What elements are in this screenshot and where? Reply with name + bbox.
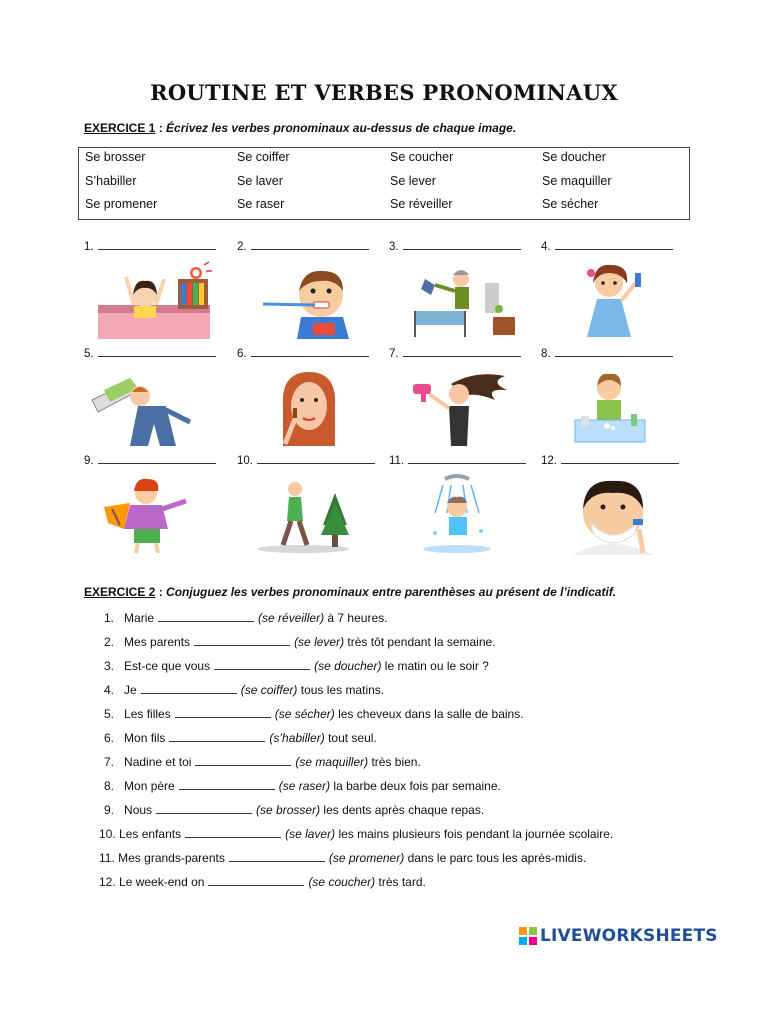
exercise1-heading <box>84 121 516 135</box>
sentence-item: 2. Mes parents (se lever) très tôt pendant la semaine. <box>104 635 496 649</box>
answer-blank[interactable] <box>195 755 291 766</box>
image-item-4 <box>541 239 693 343</box>
image-item-9 <box>84 453 236 557</box>
woman-makeup-icon <box>243 366 369 448</box>
sentence-item: 11. Mes grands-parents (se promener) dans le parc tous les après-midis. <box>99 851 587 865</box>
item-number: 3. <box>389 241 399 253</box>
answer-line[interactable] <box>555 239 673 250</box>
verb-item: Se brosser <box>85 150 146 164</box>
item-number: 4. <box>541 241 551 253</box>
verb-item: Se laver <box>237 174 283 188</box>
answer-blank[interactable] <box>208 875 304 886</box>
exercise1-separator: : <box>155 121 167 135</box>
brand-name: LIVEWORKSHEETS <box>540 926 718 946</box>
man-getting-up-icon <box>395 259 521 341</box>
verb-item: Se raser <box>237 197 285 211</box>
item-number: 7. <box>389 348 399 360</box>
brushing-teeth-boy-icon <box>243 259 369 341</box>
answer-line[interactable] <box>403 239 521 250</box>
exercise2-instruction: Conjuguez les verbes pronominaux entre parenthèses au présent de l’indicatif. <box>166 585 617 599</box>
answer-line[interactable] <box>403 346 521 357</box>
man-lying-bed-icon <box>90 366 216 448</box>
page-title: ROUTINE ET VERBES PRONOMINAUX <box>150 80 618 105</box>
exercise2-heading <box>84 585 616 599</box>
sentence-item: 8. Mon père (se raser) la barbe deux fois par semaine. <box>104 779 501 793</box>
sentence-item: 1. Marie (se réveiller) à 7 heures. <box>104 611 388 625</box>
image-item-8 <box>541 346 693 450</box>
verb-item: Se coiffer <box>237 150 290 164</box>
item-number: 2. <box>237 241 247 253</box>
answer-line[interactable] <box>98 453 216 464</box>
item-number: 10. <box>237 455 253 467</box>
answer-blank[interactable] <box>179 779 275 790</box>
man-walking-icon <box>243 473 369 555</box>
girl-combing-hair-icon <box>547 259 673 341</box>
verb-item: Se coucher <box>390 150 454 164</box>
sentence-item: 10. Les enfants (se laver) les mains plusieurs fois pendant la journée scolaire. <box>99 827 614 841</box>
answer-line[interactable] <box>257 453 375 464</box>
answer-blank[interactable] <box>185 827 281 838</box>
item-number: 12. <box>541 455 557 467</box>
woman-hairdryer-icon <box>395 366 521 448</box>
image-item-12 <box>541 453 693 557</box>
sentence-item: 4. Je (se coiffer) tous les matins. <box>104 683 385 697</box>
answer-blank[interactable] <box>194 635 290 646</box>
verb-bank <box>78 147 690 220</box>
image-item-7 <box>389 346 541 450</box>
item-number: 6. <box>237 348 247 360</box>
verb-item: S’habiller <box>85 174 137 188</box>
answer-line[interactable] <box>251 239 369 250</box>
item-number: 11. <box>389 455 405 467</box>
answer-line[interactable] <box>408 453 526 464</box>
verb-item: Se réveiller <box>390 197 453 211</box>
verb-item: Se doucher <box>542 150 606 164</box>
answer-blank[interactable] <box>169 731 265 742</box>
sentence-item: 3. Est-ce que vous (se doucher) le matin ou le soir ? <box>104 659 489 673</box>
verb-item: Se sécher <box>542 197 599 211</box>
verb-item: Se promener <box>85 197 158 211</box>
exercise1-instruction: Écrivez les verbes pronominaux au-dessus de chaque image. <box>166 121 517 135</box>
boy-getting-dressed-icon <box>90 473 216 555</box>
verb-item: Se lever <box>390 174 436 188</box>
answer-blank[interactable] <box>175 707 271 718</box>
exercise2-separator: : <box>155 585 167 599</box>
item-number: 1. <box>84 241 94 253</box>
child-shower-icon <box>395 473 521 555</box>
boy-washing-hands-icon <box>547 366 673 448</box>
exercise2-label: EXERCICE 2 <box>84 585 156 599</box>
verb-item: Se maquiller <box>542 174 612 188</box>
image-item-10 <box>237 453 389 557</box>
answer-blank[interactable] <box>158 611 254 622</box>
item-number: 9. <box>84 455 94 467</box>
sentence-item: 6. Mon fils (s’habiller) tout seul. <box>104 731 377 745</box>
answer-blank[interactable] <box>156 803 252 814</box>
answer-line[interactable] <box>251 346 369 357</box>
image-item-11 <box>389 453 541 557</box>
answer-line[interactable] <box>98 239 216 250</box>
answer-blank[interactable] <box>229 851 325 862</box>
sentence-item: 5. Les filles (se sécher) les cheveux dans la salle de bains. <box>104 707 524 721</box>
waking-up-girl-icon <box>90 259 216 341</box>
answer-line[interactable] <box>555 346 673 357</box>
item-number: 8. <box>541 348 551 360</box>
image-item-6 <box>237 346 389 450</box>
answer-line[interactable] <box>98 346 216 357</box>
exercise1-label: EXERCICE 1 <box>84 121 156 135</box>
answer-blank[interactable] <box>214 659 310 670</box>
image-item-5 <box>84 346 236 450</box>
sentence-item: 12. Le week-end on (se coucher) très tard. <box>99 875 426 889</box>
sentence-item: 9. Nous (se brosser) les dents après chaque repas. <box>104 803 485 817</box>
image-item-3 <box>389 239 541 343</box>
answer-line[interactable] <box>561 453 679 464</box>
image-item-1 <box>84 239 236 343</box>
image-item-2 <box>237 239 389 343</box>
liveworksheets-mark-icon <box>519 927 537 945</box>
item-number: 5. <box>84 348 94 360</box>
boy-shaving-icon <box>547 473 673 555</box>
answer-blank[interactable] <box>141 683 237 694</box>
liveworksheets-logo <box>519 925 718 947</box>
sentence-item: 7. Nadine et toi (se maquiller) très bien. <box>104 755 421 769</box>
